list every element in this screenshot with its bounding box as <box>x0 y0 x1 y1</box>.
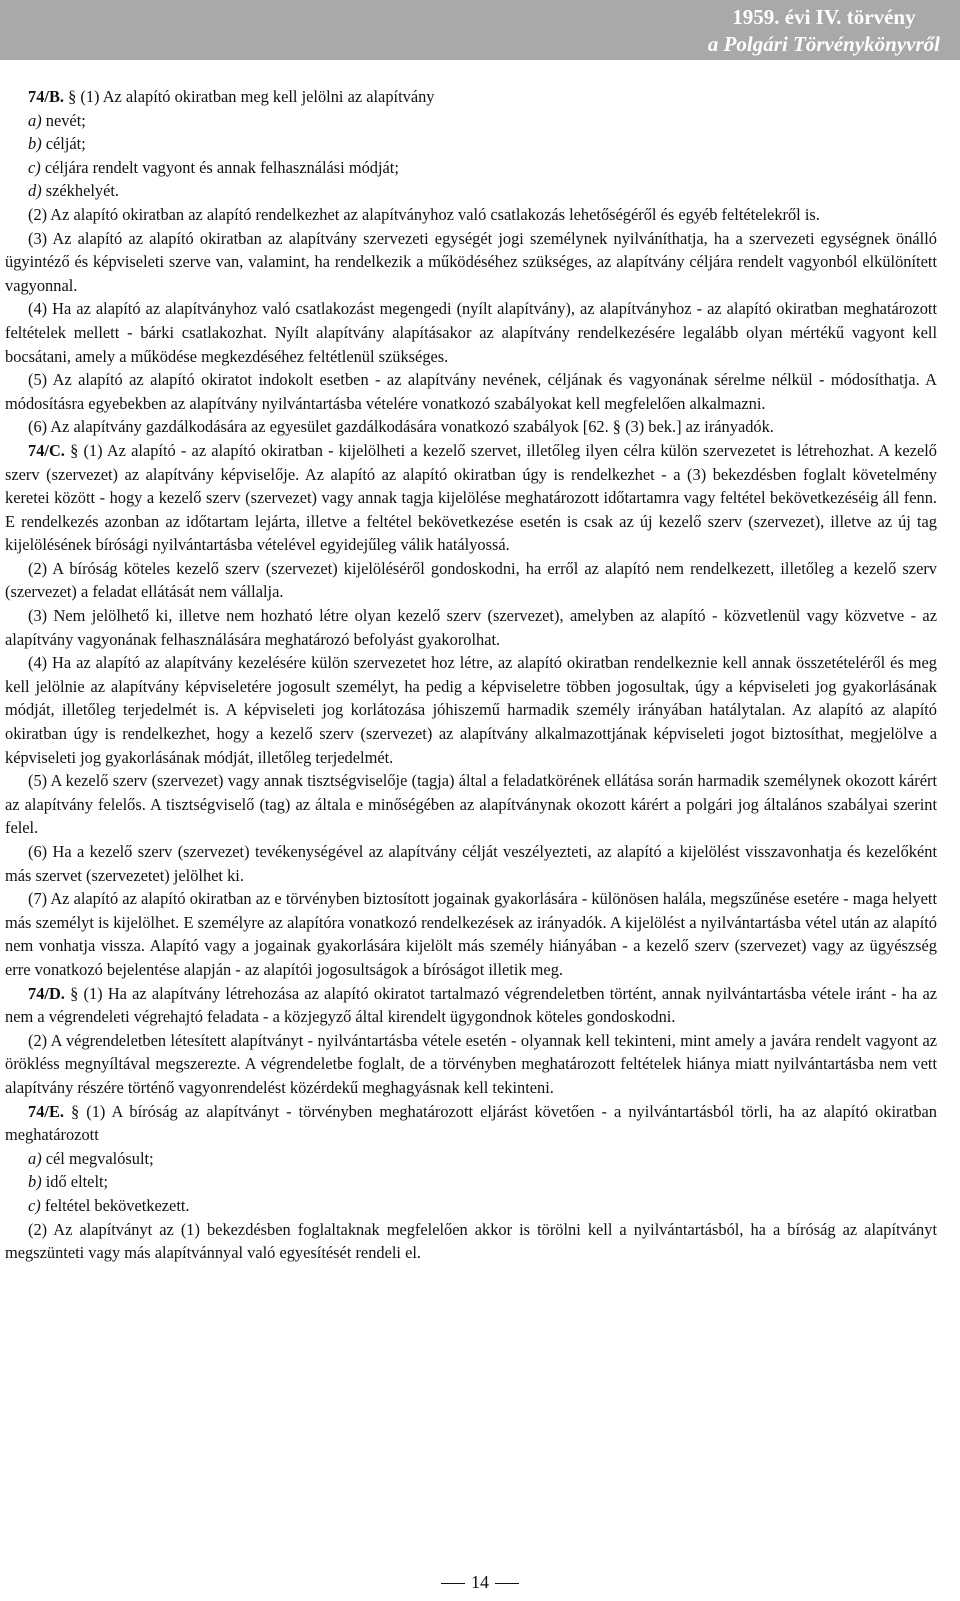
section-number: 74/B. <box>28 87 64 106</box>
section-74c-p3: (3) Nem jelölhető ki, illetve nem hozható létre olyan kezelő szerv (szervezet), amelyben az alapító - közvetlenül vagy közvetve - az alapítvány vagyonának felhasználására meghatározó befolyást gyakorolhat. <box>5 606 937 649</box>
document-header <box>708 4 940 58</box>
list-text: feltétel bekövetkezett. <box>40 1195 190 1215</box>
footer-dash-left <box>441 1583 465 1584</box>
list-text: székhelyét. <box>41 181 120 201</box>
list-item <box>5 156 937 180</box>
section-74c-p6: (6) Ha a kezelő szerv (szervezet) tevékenységével az alapítvány célját veszélyezteti, az alapító a kijelölést visszavonhatja és kezelőként más szervet (szervezetet) jelölhet ki. <box>5 842 937 885</box>
section-74d-p1 <box>5 982 937 1029</box>
section-74c-p1 <box>5 439 937 557</box>
section-number: 74/D. <box>28 983 65 1003</box>
section-74b-p3: (3) Az alapító az alapító okiratban az alapítvány szervezeti egységét jogi személynek nyilváníthatja, ha a szervezeti egységnek önálló ügyintéző és képviseleti szerve van, valamint, ha rendelkezik a működéséhez szükséges, az alapítvány céljára rendelt vagyonból elkülönített vagyonnal. <box>5 228 937 295</box>
list-letter: c) <box>28 157 41 177</box>
page-number: 14 <box>471 1572 489 1592</box>
paragraph-text: § (1) Az alapító - az alapító okiratban - kijelölheti a kezelő szervet, illetőleg ilyen célra külön szervezetet is létrehozhat. A kezelő szerv (szervezet) az alapítvány képviselője. Az alapító az alapító okiratban úgy is rendelkezhet - a (3) bekezdésben foglalt követelmény keretei között - hogy a kezelő szerv (szervezet) vagy annak tagja kijelölése meghatározott időtartamra vagy feltétel bekövetkezéséig áll fenn. E rendelkezés azonban az időtartam lejárta, illetve a feltétel bekövetkezése esetén is csak az új kezelő szerv (szervezet), illetve az új tag kijelölésének bírósági nyilvántartásba vételével egyidejűleg válik hatályossá. <box>5 440 937 555</box>
list-letter: b) <box>28 1172 42 1192</box>
section-number: 74/E. <box>28 1101 64 1121</box>
section-74e-p2: (2) Az alapítványt az (1) bekezdésben foglaltaknak megfelelően akkor is törölni kell a nyilvántartásból, ha a bíróság az alapítványt megszünteti vagy más alapítvánnyal való egyesítését rendeli el. <box>5 1219 937 1263</box>
list-letter: a) <box>28 110 42 130</box>
section-74b-p1 <box>5 85 937 109</box>
section-74e-p1 <box>5 1100 937 1147</box>
list-item <box>5 109 937 133</box>
list-letter: a) <box>28 1148 42 1168</box>
paragraph-text: § (1) Ha az alapítvány létrehozása az alapító okiratot tartalmazó végrendeletben történt, annak nyilvántartásba vétele iránt - ha az nem a végrendeleti végrehajtó feladata - a közjegyző által kirendelt ügygondnok köteles gondoskodni. <box>5 983 937 1027</box>
section-74b-p6: (6) Az alapítvány gazdálkodására az egyesület gazdálkodására vonatkozó szabályok [62. § (3) bek.] az irányadók. <box>28 417 774 437</box>
footer-dash-right <box>495 1583 519 1584</box>
law-subtitle: a Polgári Törvénykönyvről <box>707 32 940 56</box>
section-number: 74/C. <box>28 440 65 460</box>
section-74b-p5: (5) Az alapító az alapító okiratot indokolt esetben - az alapítvány nevének, céljának és vagyonának sérelme nélkül - módosíthatja. A módosításra egyebekben az alapítvány nyilvántartásba vételére vonatkozó szabályokat kell megfelelően alkalmazni. <box>5 370 937 413</box>
list-letter: b) <box>28 134 42 154</box>
list-item <box>5 132 937 156</box>
list-item <box>5 1194 937 1218</box>
section-74b-p4: (4) Ha az alapító az alapítványhoz való csatlakozást megengedi (nyílt alapítvány), az alapítványhoz - az alapító okiratban meghatározott feltételek mellett - bárki csatlakozhat. Nyílt alapítvány alapításakor az alapítvány rendelkezésére legalább olyan mértékű vagyont kell bocsátani, amely a működése megkezdéséhez feltétlenül szükséges. <box>5 299 937 366</box>
list-letter: d) <box>28 181 42 201</box>
section-74d-p2: (2) A végrendeletben létesített alapítványt - nyilvántartásba vétele esetén - olyannak kell tekinteni, mint amely a javára rendelt vagyont az örökléss megnyíltával megszerezte. A végrendeletbe foglalt, de a törvényben meghatározott feltételek hiánya miatt nyilvántartásba nem vett alapítvány részére történő vagyonrendelést közérdekű meghagyásnak kell tekinteni. <box>5 1030 937 1097</box>
list-item <box>5 1170 937 1194</box>
section-74c-p7: (7) Az alapító az alapító okiratban az e törvényben biztosított jogainak gyakorlására - különösen halála, megszűnése esetére - maga helyett más személyt is kijelölhet. E személyre az alapítóra vonatkozó rendelkezések az irányadók. A kijelölést a nyilvántartásba vétel után az alapító nem vonhatja vissza. Alapító vagy a jogainak gyakorlására kijelölt más személy hiányában - a kezelő szerv (szervezet) vagy az ügyészség erre vonatkozó bejelentése alapján - az alapítói jogosultságok a bíróságot illetik meg. <box>5 889 937 979</box>
law-title: 1959. évi IV. törvény <box>732 5 916 29</box>
paragraph-text: § (1) Az alapító okiratban meg kell jelölni az alapítvány <box>68 87 435 106</box>
list-item <box>5 179 937 203</box>
list-text: céljára rendelt vagyont és annak felhasználási módját; <box>40 157 399 177</box>
section-74c-p4: (4) Ha az alapító az alapítvány kezelésére külön szervezetet hoz létre, az alapító okiratban rendelkeznie kell annak összetételéről és meg kell jelölnie az alapítvány képviseletére jogosult személyt, ha pedig a képviseletre többen jogosultak, úgy a képviseleti jog gyakorlásának módját, illetőleg terjedelmét is. A képviseleti jog korlátozása jóhiszemű harmadik személy irányában hatálytalan. Az alapító az alapító okiratban úgy is rendelkezhet, hogy a kezelő szerv (szervezet) az alapítvány alkalmazottjának képviseleti jogot biztosíthat, megjelölve a képviseleti jog gyakorlásának módját, illetőleg terjedelmét. <box>5 653 937 767</box>
header-band <box>0 0 960 60</box>
list-text: nevét; <box>41 110 86 130</box>
section-74c-p5: (5) A kezelő szerv (szervezet) vagy annak tisztségviselője (tagja) által a feladatkörének ellátása során harmadik személynek okozott kárért az alapítvány felelős. A tisztségviselő (tag) az általa e minőségében az alapítványnak okozott kárért a polgári jog általános szabályai szerint felel. <box>5 771 937 838</box>
list-text: cél megvalósult; <box>41 1148 154 1168</box>
section-74c-p2: (2) A bíróság köteles kezelő szerv (szervezet) kijelöléséről gondoskodni, ha erről az alapító nem rendelkezett, illetőleg a kezelő szerv (szervezet) a feladat ellátását nem vállalja. <box>5 558 937 602</box>
list-text: célját; <box>41 134 86 154</box>
document-body <box>5 85 937 1265</box>
list-item <box>5 1147 937 1171</box>
page-footer <box>0 1572 960 1593</box>
list-text: idő eltelt; <box>41 1172 109 1192</box>
section-74b-p2: (2) Az alapító okiratban az alapító rendelkezhet az alapítványhoz való csatlakozás lehetőségéről és egyéb feltételekről is. <box>28 204 820 224</box>
paragraph-text: § (1) A bíróság az alapítványt - törvényben meghatározott eljárást követően - a nyilvántartásból törli, ha az alapító okiratban meghatározott <box>5 1101 937 1145</box>
list-letter: c) <box>28 1195 41 1215</box>
